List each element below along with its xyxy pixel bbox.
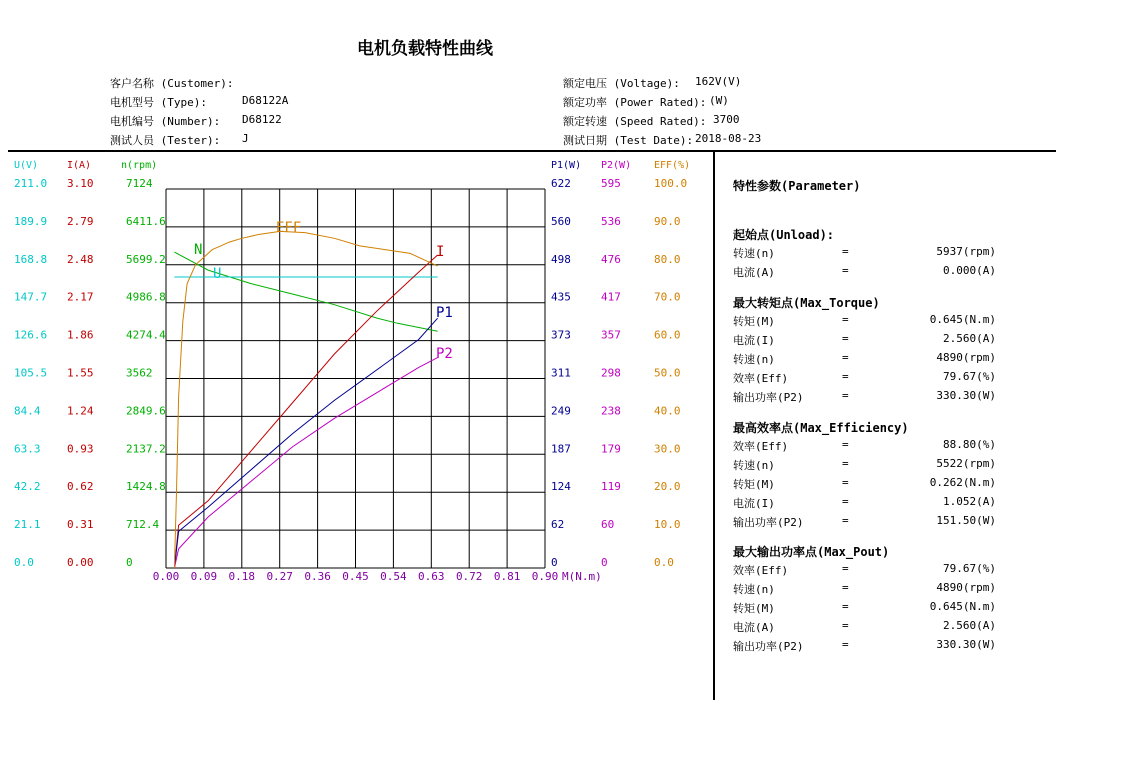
series-label-p2: P2 (436, 346, 453, 362)
series-line-i (174, 255, 437, 568)
left-tick-label: 126.6 (14, 328, 48, 342)
header-voltage-value: 162V(V) (695, 75, 742, 88)
right-tick-label: 119 (601, 480, 621, 494)
param-equals: = (842, 581, 849, 594)
params-group-title: 起始点(Unload): (733, 228, 835, 242)
header-power-label: 额定功率 (Power Rated): (563, 96, 707, 109)
param-key: 转矩(M) (733, 315, 775, 328)
param-equals: = (842, 332, 849, 345)
left-axis-title: n(rpm) (121, 160, 158, 171)
header-speed-value: 3700 (713, 113, 740, 126)
params-group-title: 最大转矩点(Max_Torque) (733, 296, 880, 310)
left-tick-label: 84.4 (14, 404, 41, 418)
param-key: 电流(A) (733, 621, 775, 634)
x-tick-label: 0.54 (380, 570, 407, 583)
series-label-eff: EFF (276, 220, 302, 236)
left-tick-label: 1424.8 (126, 480, 166, 494)
param-value: 5937(rpm) (936, 245, 996, 258)
param-value: 4890(rpm) (936, 351, 996, 364)
left-tick-label: 6411.6 (126, 214, 166, 228)
series-label-i: I (436, 244, 445, 260)
header-type-value: D68122A (242, 94, 289, 107)
left-tick-label: 168.8 (14, 252, 48, 266)
param-value: 330.30(W) (936, 389, 996, 402)
right-tick-label: 357 (601, 328, 621, 342)
param-equals: = (842, 495, 849, 508)
right-tick-label: 536 (601, 214, 621, 228)
right-tick-label: 70.0 (654, 290, 681, 304)
header-number-value: D68122 (242, 113, 282, 126)
right-tick-label: 476 (601, 252, 621, 266)
params-group-title: 最高效率点(Max_Efficiency) (733, 421, 909, 435)
right-tick-label: 30.0 (654, 442, 681, 456)
header-customer-label: 客户名称 (Customer): (110, 77, 234, 90)
param-equals: = (842, 600, 849, 613)
right-axis-title: EFF(%) (654, 160, 691, 171)
right-tick-label: 187 (551, 442, 571, 456)
right-tick-label: 595 (601, 177, 621, 190)
x-tick-label: 0.63 (418, 570, 445, 583)
param-key: 输出功率(P2) (733, 391, 804, 404)
param-key: 输出功率(P2) (733, 516, 804, 529)
left-tick-label: 0 (126, 556, 133, 569)
header-tester-label: 测试人员 (Tester): (110, 134, 221, 147)
right-tick-label: 62 (551, 518, 565, 532)
left-tick-label: 0.00 (67, 556, 94, 569)
left-tick-label: 4986.8 (126, 290, 166, 304)
param-key: 效率(Eff) (733, 564, 789, 577)
right-tick-label: 60.0 (654, 328, 681, 342)
left-tick-label: 1.24 (67, 404, 94, 418)
right-tick-label: 417 (601, 290, 621, 304)
param-value: 0.000(A) (943, 264, 996, 277)
param-value: 79.67(%) (943, 370, 996, 383)
right-tick-label: 373 (551, 328, 571, 342)
header-power-value: (W) (709, 94, 729, 107)
param-value: 2.560(A) (943, 332, 996, 345)
param-value: 1.052(A) (943, 495, 996, 508)
x-tick-label: 0.45 (342, 570, 369, 583)
param-value: 88.80(%) (943, 438, 996, 451)
left-tick-label: 7124 (126, 177, 153, 190)
param-value: 0.645(N.m) (929, 600, 996, 613)
param-key: 转速(n) (733, 583, 775, 596)
right-tick-label: 0 (601, 556, 608, 569)
left-tick-label: 42.2 (14, 480, 41, 494)
left-tick-label: 0.31 (67, 518, 94, 532)
right-tick-label: 90.0 (654, 214, 681, 228)
param-key: 电流(I) (733, 334, 775, 347)
right-tick-label: 50.0 (654, 366, 681, 380)
param-value: 330.30(W) (936, 638, 996, 651)
param-value: 151.50(W) (936, 514, 996, 527)
series-label-n: N (194, 242, 203, 258)
param-equals: = (842, 389, 849, 402)
header-voltage-label: 额定电压 (Voltage): (563, 77, 680, 90)
left-tick-label: 2.79 (67, 214, 94, 228)
right-tick-label: 249 (551, 404, 571, 418)
left-tick-label: 2849.6 (126, 404, 166, 418)
param-equals: = (842, 264, 849, 277)
right-tick-label: 311 (551, 366, 571, 380)
left-tick-label: 712.4 (126, 518, 160, 532)
right-tick-label: 560 (551, 214, 571, 228)
right-tick-label: 60 (601, 518, 615, 532)
right-tick-label: 40.0 (654, 404, 681, 418)
left-axis-title: U(V) (14, 160, 39, 171)
series-label-p1: P1 (436, 305, 453, 321)
right-tick-label: 80.0 (654, 252, 681, 266)
x-axis-label: M(N.m) (562, 570, 602, 583)
left-tick-label: 1.86 (67, 328, 94, 342)
left-tick-label: 2137.2 (126, 442, 166, 456)
right-tick-label: 298 (601, 366, 621, 380)
param-equals: = (842, 370, 849, 383)
param-value: 0.262(N.m) (929, 476, 996, 489)
param-key: 电流(I) (733, 497, 775, 510)
param-key: 转矩(M) (733, 478, 775, 491)
left-tick-label: 2.17 (67, 290, 94, 304)
right-tick-label: 100.0 (654, 177, 688, 190)
right-tick-label: 179 (601, 442, 621, 456)
left-tick-label: 0.62 (67, 480, 94, 494)
param-value: 0.645(N.m) (929, 313, 996, 326)
left-tick-label: 63.3 (14, 442, 41, 456)
param-key: 电流(A) (733, 266, 775, 279)
x-tick-label: 0.00 (152, 570, 180, 583)
right-axis-title: P1(W) (551, 160, 582, 171)
left-tick-label: 189.9 (14, 214, 48, 228)
right-tick-label: 124 (551, 480, 571, 494)
left-tick-label: 105.5 (14, 366, 48, 380)
param-value: 5522(rpm) (936, 457, 996, 470)
left-axis-title: I(A) (67, 160, 92, 171)
param-key: 效率(Eff) (733, 440, 789, 453)
right-tick-label: 20.0 (654, 480, 681, 494)
header-type-label: 电机型号 (Type): (110, 96, 207, 109)
x-tick-label: 0.81 (493, 570, 521, 583)
header-number-label: 电机编号 (Number): (110, 115, 221, 128)
header-date-value: 2018-08-23 (695, 132, 762, 145)
header-date-label: 测试日期 (Test Date): (563, 134, 694, 147)
left-tick-label: 2.48 (67, 252, 94, 266)
left-tick-label: 3.10 (67, 177, 94, 190)
params-group-title: 最大输出功率点(Max_Pout) (733, 545, 890, 559)
x-tick-label: 0.72 (455, 570, 483, 583)
right-tick-label: 0 (551, 556, 558, 569)
right-tick-label: 238 (601, 404, 621, 418)
left-tick-label: 211.0 (14, 177, 48, 190)
x-tick-label: 0.09 (190, 570, 218, 583)
x-tick-label: 0.36 (304, 570, 331, 583)
left-tick-label: 147.7 (14, 290, 48, 304)
x-tick-label: 0.27 (266, 570, 293, 583)
series-line-p2 (174, 358, 437, 568)
param-equals: = (842, 514, 849, 527)
param-equals: = (842, 313, 849, 326)
param-equals: = (842, 245, 849, 258)
page-title: 电机负载特性曲线 (357, 39, 493, 59)
param-key: 效率(Eff) (733, 372, 789, 385)
param-value: 4890(rpm) (936, 581, 996, 594)
param-equals: = (842, 619, 849, 632)
param-equals: = (842, 351, 849, 364)
right-axis-title: P2(W) (601, 160, 632, 171)
right-tick-label: 498 (551, 252, 571, 266)
left-tick-label: 0.93 (67, 442, 94, 456)
param-value: 2.560(A) (943, 619, 996, 632)
param-value: 79.67(%) (943, 562, 996, 575)
left-tick-label: 4274.4 (126, 328, 166, 342)
right-tick-label: 10.0 (654, 518, 681, 532)
param-equals: = (842, 562, 849, 575)
param-equals: = (842, 638, 849, 651)
param-equals: = (842, 476, 849, 489)
param-equals: = (842, 438, 849, 451)
left-tick-label: 3562 (126, 366, 153, 380)
param-key: 输出功率(P2) (733, 640, 804, 653)
header-tester-value: J (242, 132, 249, 145)
left-tick-label: 0.0 (14, 556, 34, 569)
param-key: 转速(n) (733, 247, 775, 260)
params-title: 特性参数(Parameter) (733, 179, 861, 193)
x-tick-label: 0.90 (531, 570, 559, 583)
left-tick-label: 5699.2 (126, 252, 166, 266)
right-tick-label: 622 (551, 177, 571, 190)
param-key: 转矩(M) (733, 602, 775, 615)
series-label-u: U (213, 266, 222, 282)
left-tick-label: 1.55 (67, 366, 94, 380)
header-speed-label: 额定转速 (Speed Rated): (563, 115, 707, 128)
param-key: 转速(n) (733, 459, 775, 472)
param-equals: = (842, 457, 849, 470)
right-tick-label: 435 (551, 290, 571, 304)
left-tick-label: 21.1 (14, 518, 41, 532)
right-tick-label: 0.0 (654, 556, 674, 569)
x-tick-label: 0.18 (228, 570, 256, 583)
param-key: 转速(n) (733, 353, 775, 366)
